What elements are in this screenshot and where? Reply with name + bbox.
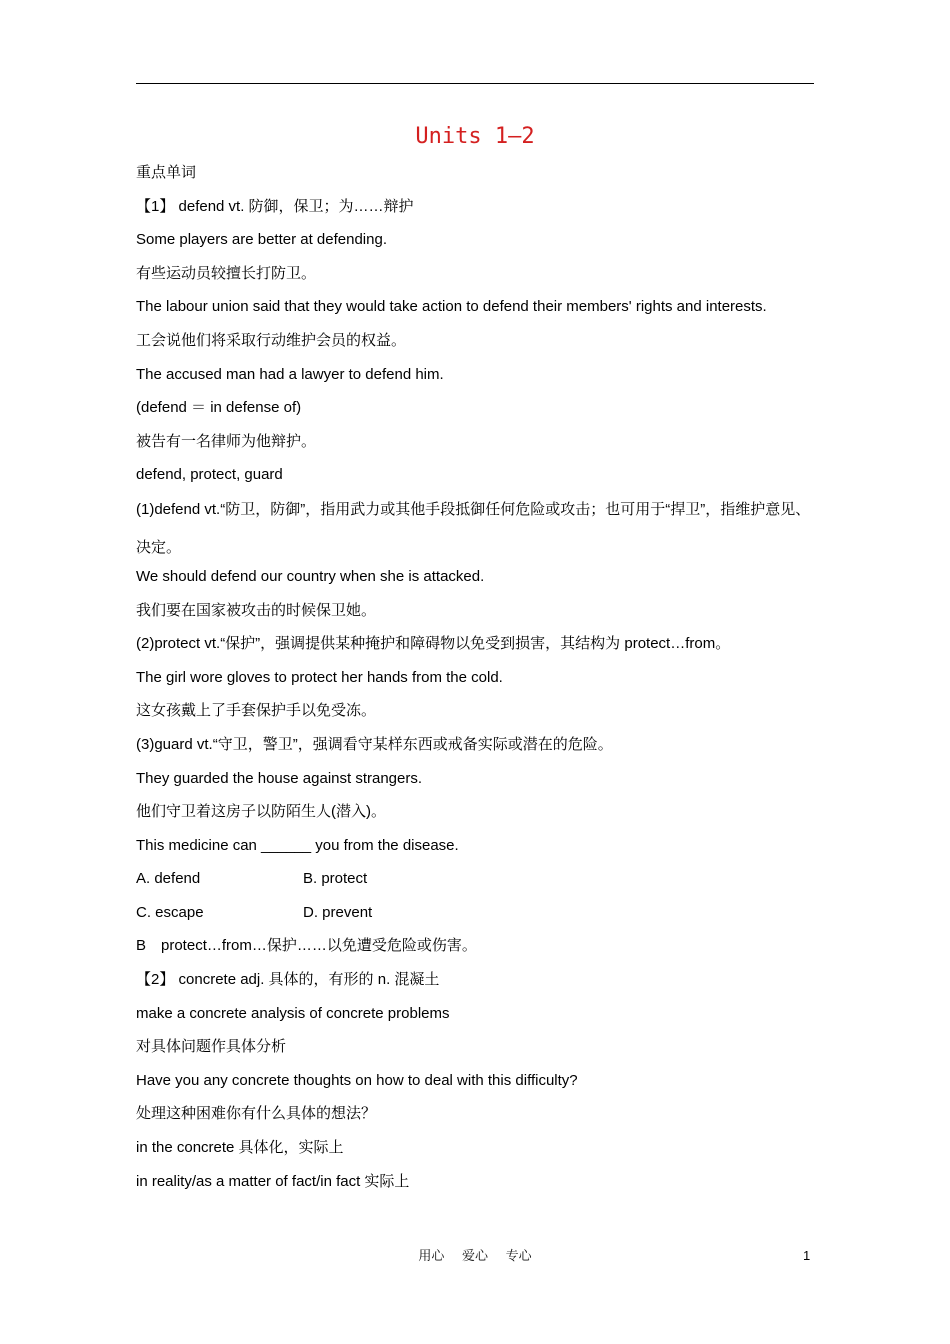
example-phrase: make a concrete analysis of concrete problems xyxy=(136,1004,450,1022)
option-c: C. escape xyxy=(136,903,204,921)
example-translation: 被告有一名律师为他辩护。 xyxy=(136,432,317,450)
example-translation: 对具体问题作具体分析 xyxy=(136,1038,287,1056)
example-translation: 他们守卫着这房子以防陌生人(潜入)。 xyxy=(136,803,386,821)
footer-motto: 用心 爱心 专心 xyxy=(418,1248,532,1263)
phrase-note: in the concrete 具体化，实际上 xyxy=(136,1139,344,1157)
document-body xyxy=(136,159,816,1201)
exercise-answer: B protect…from…保护……以免遭受危险或伤害。 xyxy=(136,937,477,955)
option-a: A. defend xyxy=(136,870,201,888)
example-sentence: The labour union said that they would take action to defend their members' rights and interests. xyxy=(136,298,767,316)
example-sentence: The girl wore gloves to protect her hands from the cold. xyxy=(136,668,503,686)
page-number: 1 xyxy=(803,1248,811,1263)
synonym-explanation-guard: (3)guard vt.“守卫，警卫”，强调看守某样东西或戒备实际或潜在的危险。 xyxy=(136,735,613,753)
example-sentence: Have you any concrete thoughts on how to deal with this difficulty? xyxy=(136,1071,578,1089)
example-translation: 有些运动员较擅长打防卫。 xyxy=(136,264,317,282)
example-sentence: We should defend our country when she is attacked. xyxy=(136,567,485,585)
example-translation: 处理这种困难你有什么具体的想法？ xyxy=(136,1105,377,1123)
option-d: D. prevent xyxy=(303,903,373,921)
usage-note: (defend ＝ in defense of) xyxy=(136,399,302,417)
example-translation: 我们要在国家被攻击的时候保卫她。 xyxy=(136,601,377,619)
page-title: Units 1—2 xyxy=(415,124,535,149)
synonym-explanation-protect: (2)protect vt.“保护”，强调提供某种掩护和障碍物以免受到损害，其结构为 protect…from。 xyxy=(136,635,731,653)
exercise-options-row-2 xyxy=(136,899,816,933)
entry-heading-defend: 【1】 defend vt. 防御，保卫；为……辩护 xyxy=(136,197,414,215)
exercise-options-row-1 xyxy=(136,865,816,899)
example-sentence: They guarded the house against strangers. xyxy=(136,769,423,787)
entry-heading-concrete: 【2】 concrete adj. 具体的，有形的 n. 混凝土 xyxy=(136,971,440,989)
header-rule xyxy=(136,83,814,84)
example-sentence: Some players are better at defending. xyxy=(136,231,387,249)
example-translation: 工会说他们将采取行动维护会员的权益。 xyxy=(136,331,407,349)
phrase-note: in reality/as a matter of fact/in fact 实际上 xyxy=(136,1172,410,1190)
section-heading: 重点单词 xyxy=(136,164,197,181)
synonym-heading: defend, protect, guard xyxy=(136,466,283,484)
example-sentence: The accused man had a lawyer to defend him. xyxy=(136,365,444,383)
option-b: B. protect xyxy=(303,870,368,888)
example-translation: 这女孩戴上了手套保护手以免受冻。 xyxy=(136,702,377,720)
exercise-question: This medicine can ______ you from the disease. xyxy=(136,836,459,854)
synonym-explanation-defend: (1)defend vt.“防卫，防御”，指用武力或其他手段抵御任何危险或攻击；也可用于“捍卫”，指维护意见、决定。 xyxy=(136,500,811,556)
